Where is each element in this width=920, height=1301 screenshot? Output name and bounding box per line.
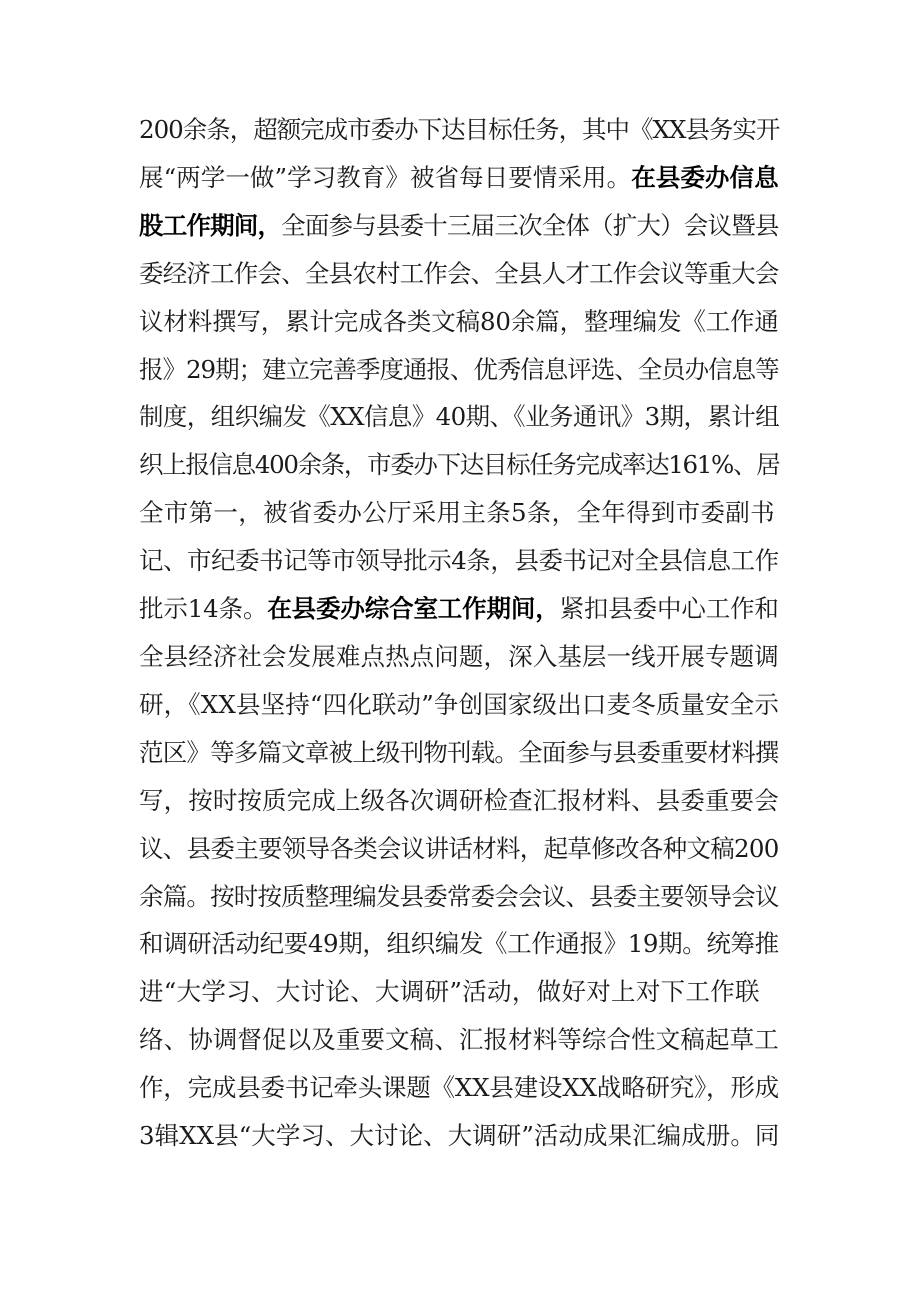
text-line: 研，《XX县坚持“四化联动”争创国家级出口麦冬质量安全示 (139, 689, 780, 719)
text-line: 委经济工作会、全县农村工作会、全县人才工作会议等重大会 (139, 258, 779, 288)
text-line: 作，完成县委书记牵头课题《XX县建设XX战略研究》，形成 (139, 1073, 779, 1103)
body-paragraph (139, 106, 779, 1160)
text-line: 和调研活动纪要49期，组织编发《工作通报》19期。统筹推 (139, 929, 779, 959)
text-line: 议材料撰写，累计完成各类文稿80余篇，整理编发《工作通 (139, 306, 779, 336)
text-line (139, 202, 779, 250)
text-line: 报》29期；建立完善季度通报、优秀信息评选、全员办信息等 (139, 354, 779, 384)
bold-heading-run: 股工作期间， (139, 210, 282, 240)
text-line: 制度，组织编发《XX信息》40期、《业务通讯》3期，累计组 (139, 402, 780, 432)
text-line (139, 585, 779, 633)
text-line: 议、县委主要领导各类会议讲话材料，起草修改各种文稿200 (139, 833, 779, 863)
text-line: 全县经济社会发展难点热点问题，深入基层一线开展专题调 (139, 641, 779, 671)
text-line (139, 154, 779, 202)
text-line: 织上报信息400余条，市委办下达目标任务完成率达161%、居 (139, 450, 780, 480)
text-line: 进“大学习、大讨论、大调研”活动，做好对上对下工作联 (139, 977, 760, 1007)
text-run: 展“两学一做”学习教育》被省每日要情采用。 (139, 162, 632, 192)
text-line: 200余条，超额完成市委办下达目标任务，其中《XX县务实开 (139, 115, 780, 144)
text-run: 紧扣县委中心工作和 (559, 594, 779, 624)
text-line: 写，按时按质完成上级各次调研检查汇报材料、县委重要会 (139, 785, 779, 815)
text-line: 络、协调督促以及重要文稿、汇报材料等综合性文稿起草工 (139, 1025, 779, 1055)
text-line: 范区》等多篇文章被上级刊物刊载。全面参与县委重要材料撰 (139, 737, 779, 767)
text-line: 余篇。按时按质整理编发县委常委会会议、县委主要领导会议 (139, 881, 779, 911)
text-run: 批示14条。 (139, 594, 268, 624)
text-line: 全市第一，被省委办公厅采用主条5条，全年得到市委副书 (139, 498, 775, 528)
text-line: 3辑XX县“大学习、大讨论、大调研”活动成果汇编成册。同 (139, 1121, 780, 1151)
text-run: 全面参与县委十三届三次全体（扩大）会议暨县 (281, 210, 779, 240)
text-line: 记、市纪委书记等市领导批示4条，县委书记对全县信息工作 (139, 546, 779, 576)
bold-heading-run: 在县委办信息 (631, 162, 779, 192)
bold-heading-run: 在县委办综合室工作期间， (267, 594, 560, 624)
